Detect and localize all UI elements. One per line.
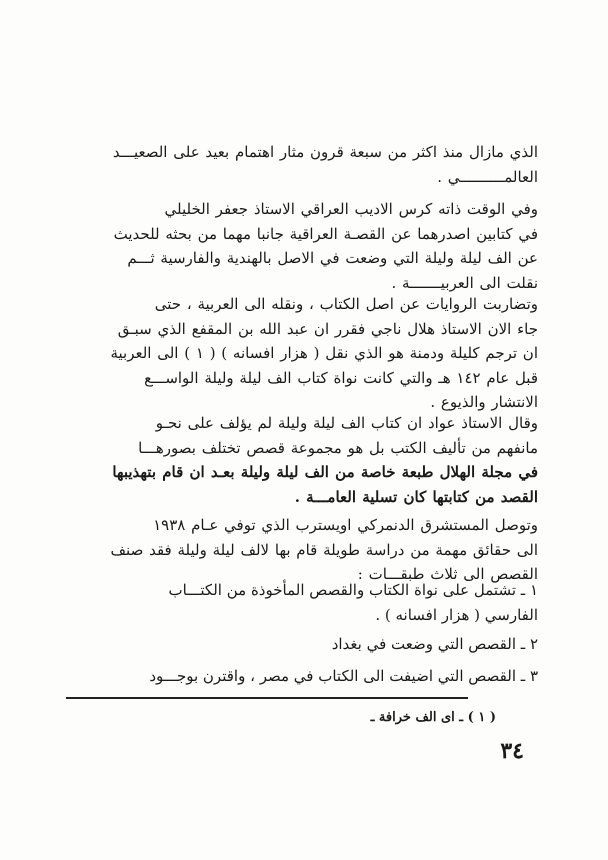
text-line: ٣ ـ القصص التي اضيفت الى الكتاب في مصر ، واقترن بوجـــود [149,667,538,685]
paragraph-2 [68,197,538,295]
list-item-1 [68,578,538,627]
text-line: مانفهم من تأليف الكتب بل هو مجموعة قصص تختلف بصورهـــا [138,438,538,457]
text-line: الفارسي ( هزار افسانه ) . [375,605,538,624]
text-line: القصد من كتابتها كان تسلية العامـــة . [294,487,538,506]
page-number: ٣٤ [500,738,524,764]
text-line: في مجلة الهلال طبعة خاصة من الف ليلة وليلة بعـد ان قام بتهذيبها [112,463,538,481]
text-line: الانتشار والذيوع . [430,393,538,411]
text-line: العالمــــــــــي . [437,167,538,186]
text-line: وفي الوقت ذاته كرس الاديب العراقي الاستاذ جعفر الخليلي [164,200,538,218]
text-line: في كتابين اصدرهما عن القصـة العراقية جانبا مهما من بحثه للحديث [113,224,538,243]
text-line: وقال الاستاذ عواد ان كتاب الف ليلة وليلة لم يؤلف على نحـو [155,414,538,432]
text-line: ٢ ـ القصص التي وضعت في بغداد [331,635,538,653]
footnote: ( ١ ) ـ اى الف خرافة ـ [370,710,496,725]
text-line: عن الف ليلة وليلة التي وضعت في الاصل بالهندية والفارسية ثـــم [127,249,538,267]
paragraph-5 [68,513,538,587]
text-line: الى حقائق مهمة من دراسة طويلة قام بها لالف ليلة وليلة فقد صنف [110,540,538,559]
footnote-divider [66,697,468,699]
paragraph-4 [68,411,538,509]
text-line: ان ترجم كليلة ودمنة هو الذي نقل ( هزار افسانه ) ( ١ ) الى العربية [110,344,538,362]
text-line: القصص الى ثلاث طبقـــات : [357,565,538,583]
text-line: نقلت الى العربيـــــــة . [391,273,538,292]
list-item-2 [68,632,538,657]
text-line: قبل عام ١٤٢ هـ والتي كانت نواة كتاب الف ليلة وليلة الواســـع [144,368,538,387]
text-line: وتوصل المستشرق الدنمركي اويسترب الذي توفي عـام ١٩٣٨ [153,516,538,534]
text-line: الذي مازال منذ اكثر من سبعة قرون مثار اهتمام بعيد على الصعيـــد [112,143,538,161]
text-line: جاء الان الاستاذ هلال ناجي فقرر ان عبد الله بن المقفع الذي سبـق [117,319,538,338]
list-item-3 [68,664,538,689]
paragraph-1 [68,140,538,189]
text-line: ١ ـ تشتمل على نواة الكتاب والقصص المأخوذة من الكتـــاب [168,581,538,599]
text-line: وتضاربت الروايات عن اصل الكتاب ، ونقله الى العربية ، حتى [154,295,538,313]
paragraph-3 [68,292,538,415]
